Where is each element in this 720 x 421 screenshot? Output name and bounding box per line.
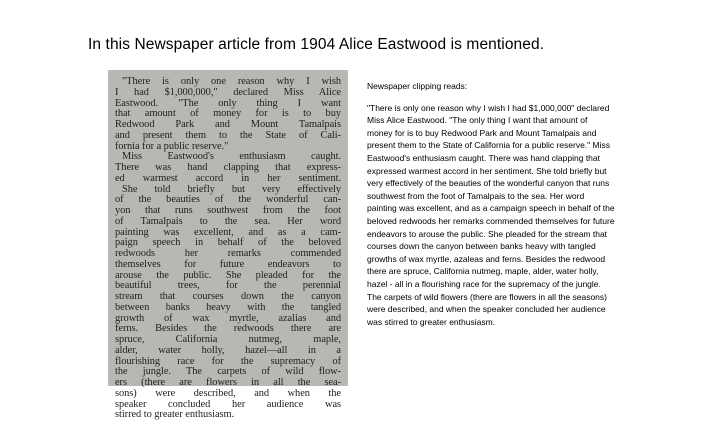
clipping-line: stream that courses down the canyon [115,291,341,302]
clipping-line: Miss Eastwood's enthusiasm caught. [122,151,341,163]
clipping-line: growth of wax myrtle, azalias and [115,312,341,324]
clipping-line: alder, water holly, hazel—all in a [115,344,341,356]
clipping-line: speaker concluded her audience was [115,398,341,410]
clipping-line: between banks heavy with the tangled [115,301,341,313]
clipping-line: themselves for future endeavors to [115,258,341,270]
transcription-panel [367,80,615,328]
newspaper-clipping-image [108,70,348,421]
clipping-line: stirred to greater enthusiasm. [115,409,235,421]
clipping-line: beautiful trees, for the perennial [115,280,341,292]
clipping-line: Redwood Park and Mount Tamalpais [115,119,341,130]
clipping-line: redwoods her remarks commended [115,248,341,259]
transcription-body: "There is only one reason why I wish I had $1,000,000" declared Miss Alice Eastwood. "The only thing I want that amount of money for is to buy Redwood Park and Mount Tamalpais and present them to the State of California for a public reserve." Miss Eastwood's enthusiasm caught. There was hand clapping that expressed warmest accord in her sentiment. She told briefly but very effectively of the beauties of the wonderful canyon that runs southwest from the foot of Tamalpais to the sea. Her word painting was excellent, and as a campaign speech in behalf of the beloved redwoods her remarks commended themselves for future endeavors to arouse the public. She pleaded for the stream that courses down the canyon between banks heavy with tangled growths of wax myrtle, azaleas and ferns. Besides the redwood there are spruce, California nutmeg, maple, alder, water holly, hazel - all in a flourishing race for the supremacy of the jungle. The carpets of wild flowers (there are flowers in all the seasons) were described, and when the speaker concluded her audience was stirred to greater enthusiasm. [367,102,615,327]
newspaper-clipping-text [115,77,341,421]
clipping-line: yon that runs southwest from the foot [115,205,341,216]
clipping-line: paign speech in behalf of the beloved [115,237,341,249]
clipping-line: of Tamalpais to the sea. Her word [115,215,341,227]
clipping-line: painting was excellent, and as a cam- [115,226,341,238]
clipping-line: fornia for a public reserve." [115,140,229,152]
clipping-line: "There is only one reason why I wish [122,76,341,87]
clipping-line: ers (there are flowers in all the sea- [115,377,341,388]
clipping-line: I had $1,000,000," declared Miss Alice [115,86,341,98]
transcription-heading: Newspaper clipping reads: [367,81,468,91]
clipping-line: There was hand clapping that express- [115,162,341,173]
clipping-line: of the beauties of the wonderful can- [115,194,341,206]
clipping-line: arouse the public. She pleaded for the [115,269,341,281]
clipping-line: spruce, California nutmeg, maple, [115,334,341,345]
slide-title: In this Newspaper article from 1904 Alice Eastwood is mentioned. [88,36,545,53]
clipping-line: flourishing race for the supremacy of [115,355,341,367]
clipping-line: Eastwood. "The only thing I want [115,97,341,109]
clipping-line: that amount of money for is to buy [115,108,341,120]
clipping-line: She told briefly but very effectively [122,183,341,195]
clipping-line: the jungle. The carpets of wild flow- [115,366,341,378]
clipping-line: ed warmest accord in her sentiment. [115,172,341,184]
clipping-line: sons) were described, and when the [115,387,341,399]
clipping-line: and present them to the State of Cali- [115,129,341,141]
clipping-line: ferns. Besides the redwoods there are [115,323,341,335]
